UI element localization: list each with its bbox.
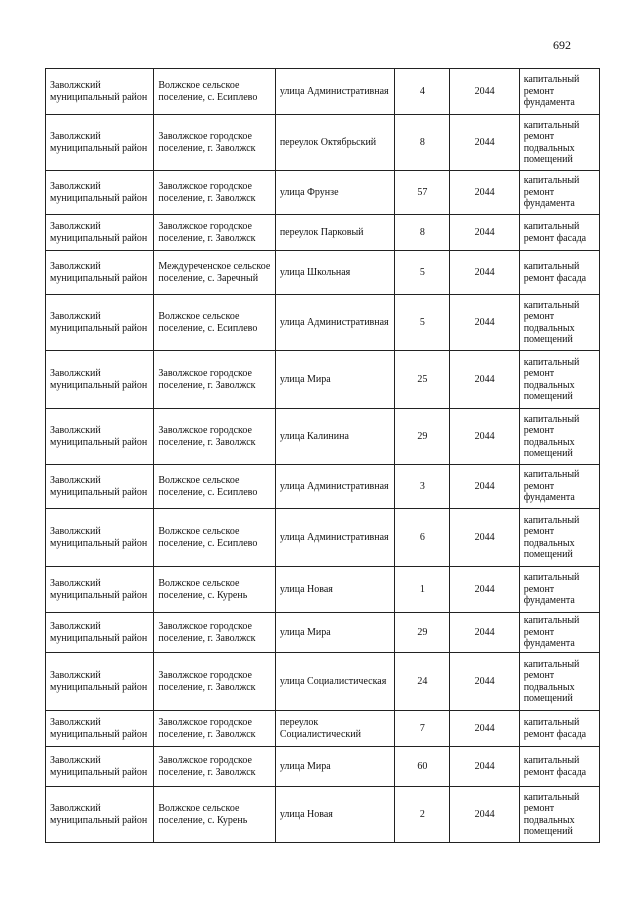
table-row — [46, 351, 600, 409]
settlement-cell: Заволжское городское поселение, г. Заволжск — [154, 409, 275, 465]
house-number-cell: 29 — [395, 409, 450, 465]
table-row — [46, 653, 600, 711]
registry-table-body — [46, 69, 600, 843]
work-type-cell: капитальный ремонт фундамента — [519, 567, 599, 613]
year-cell: 2044 — [450, 69, 519, 115]
work-type-cell: капитальный ремонт подвальных помещений — [519, 787, 599, 843]
street-cell: улица Административная — [275, 465, 394, 509]
table-row — [46, 465, 600, 509]
work-type-cell: капитальный ремонт фасада — [519, 747, 599, 787]
street-cell: улица Фрунзе — [275, 171, 394, 215]
settlement-cell: Заволжское городское поселение, г. Заволжск — [154, 215, 275, 251]
registry-table — [45, 68, 600, 843]
house-number-cell: 3 — [395, 465, 450, 509]
year-cell: 2044 — [450, 509, 519, 567]
year-cell: 2044 — [450, 115, 519, 171]
settlement-cell: Волжское сельское поселение, с. Есиплево — [154, 465, 275, 509]
settlement-cell: Заволжское городское поселение, г. Заволжск — [154, 711, 275, 747]
street-cell: переулок Социалистический — [275, 711, 394, 747]
settlement-cell: Заволжское городское поселение, г. Заволжск — [154, 653, 275, 711]
district-cell: Заволжский муниципальный район — [46, 787, 154, 843]
house-number-cell: 6 — [395, 509, 450, 567]
table-row — [46, 509, 600, 567]
work-type-cell: капитальный ремонт фасада — [519, 711, 599, 747]
house-number-cell: 25 — [395, 351, 450, 409]
street-cell: переулок Октябрьский — [275, 115, 394, 171]
house-number-cell: 57 — [395, 171, 450, 215]
table-row — [46, 251, 600, 295]
table-row — [46, 171, 600, 215]
street-cell: улица Мира — [275, 613, 394, 653]
year-cell: 2044 — [450, 747, 519, 787]
year-cell: 2044 — [450, 351, 519, 409]
district-cell: Заволжский муниципальный район — [46, 351, 154, 409]
street-cell: улица Административная — [275, 295, 394, 351]
table-row — [46, 295, 600, 351]
district-cell: Заволжский муниципальный район — [46, 251, 154, 295]
house-number-cell: 60 — [395, 747, 450, 787]
house-number-cell: 29 — [395, 613, 450, 653]
district-cell: Заволжский муниципальный район — [46, 215, 154, 251]
district-cell: Заволжский муниципальный район — [46, 465, 154, 509]
year-cell: 2044 — [450, 613, 519, 653]
table-row — [46, 567, 600, 613]
work-type-cell: капитальный ремонт подвальных помещений — [519, 115, 599, 171]
settlement-cell: Волжское сельское поселение, с. Есиплево — [154, 69, 275, 115]
work-type-cell: капитальный ремонт подвальных помещений — [519, 295, 599, 351]
settlement-cell: Заволжское городское поселение, г. Заволжск — [154, 115, 275, 171]
street-cell: переулок Парковый — [275, 215, 394, 251]
street-cell: улица Новая — [275, 567, 394, 613]
house-number-cell: 8 — [395, 115, 450, 171]
year-cell: 2044 — [450, 251, 519, 295]
street-cell: улица Административная — [275, 69, 394, 115]
settlement-cell: Междуреченское сельское поселение, с. Заречный — [154, 251, 275, 295]
table-row — [46, 69, 600, 115]
district-cell: Заволжский муниципальный район — [46, 653, 154, 711]
district-cell: Заволжский муниципальный район — [46, 567, 154, 613]
district-cell: Заволжский муниципальный район — [46, 295, 154, 351]
table-row — [46, 747, 600, 787]
house-number-cell: 7 — [395, 711, 450, 747]
work-type-cell: капитальный ремонт подвальных помещений — [519, 409, 599, 465]
table-row — [46, 409, 600, 465]
work-type-cell: капитальный ремонт фундамента — [519, 613, 599, 653]
street-cell: улица Социалистическая — [275, 653, 394, 711]
street-cell: улица Мира — [275, 747, 394, 787]
table-row — [46, 215, 600, 251]
settlement-cell: Волжское сельское поселение, с. Есиплево — [154, 295, 275, 351]
street-cell: улица Калинина — [275, 409, 394, 465]
house-number-cell: 24 — [395, 653, 450, 711]
district-cell: Заволжский муниципальный район — [46, 171, 154, 215]
house-number-cell: 5 — [395, 251, 450, 295]
district-cell: Заволжский муниципальный район — [46, 509, 154, 567]
street-cell: улица Мира — [275, 351, 394, 409]
district-cell: Заволжский муниципальный район — [46, 711, 154, 747]
district-cell: Заволжский муниципальный район — [46, 409, 154, 465]
table-row — [46, 115, 600, 171]
year-cell: 2044 — [450, 711, 519, 747]
work-type-cell: капитальный ремонт фасада — [519, 251, 599, 295]
work-type-cell: капитальный ремонт фасада — [519, 215, 599, 251]
year-cell: 2044 — [450, 409, 519, 465]
house-number-cell: 4 — [395, 69, 450, 115]
work-type-cell: капитальный ремонт фундамента — [519, 465, 599, 509]
district-cell: Заволжский муниципальный район — [46, 69, 154, 115]
settlement-cell: Заволжское городское поселение, г. Заволжск — [154, 613, 275, 653]
settlement-cell: Волжское сельское поселение, с. Есиплево — [154, 509, 275, 567]
page-number: 692 — [553, 38, 571, 52]
district-cell: Заволжский муниципальный район — [46, 747, 154, 787]
house-number-cell: 5 — [395, 295, 450, 351]
work-type-cell: капитальный ремонт фундамента — [519, 69, 599, 115]
house-number-cell: 2 — [395, 787, 450, 843]
year-cell: 2044 — [450, 787, 519, 843]
year-cell: 2044 — [450, 295, 519, 351]
street-cell: улица Административная — [275, 509, 394, 567]
settlement-cell: Заволжское городское поселение, г. Заволжск — [154, 171, 275, 215]
street-cell: улица Школьная — [275, 251, 394, 295]
table-row — [46, 711, 600, 747]
work-type-cell: капитальный ремонт фундамента — [519, 171, 599, 215]
year-cell: 2044 — [450, 171, 519, 215]
street-cell: улица Новая — [275, 787, 394, 843]
settlement-cell: Волжское сельское поселение, с. Курень — [154, 567, 275, 613]
district-cell: Заволжский муниципальный район — [46, 613, 154, 653]
settlement-cell: Заволжское городское поселение, г. Заволжск — [154, 351, 275, 409]
house-number-cell: 8 — [395, 215, 450, 251]
settlement-cell: Заволжское городское поселение, г. Заволжск — [154, 747, 275, 787]
house-number-cell: 1 — [395, 567, 450, 613]
settlement-cell: Волжское сельское поселение, с. Курень — [154, 787, 275, 843]
work-type-cell: капитальный ремонт подвальных помещений — [519, 653, 599, 711]
year-cell: 2044 — [450, 215, 519, 251]
year-cell: 2044 — [450, 567, 519, 613]
table-row — [46, 787, 600, 843]
work-type-cell: капитальный ремонт подвальных помещений — [519, 351, 599, 409]
year-cell: 2044 — [450, 653, 519, 711]
work-type-cell: капитальный ремонт подвальных помещений — [519, 509, 599, 567]
district-cell: Заволжский муниципальный район — [46, 115, 154, 171]
table-row — [46, 613, 600, 653]
year-cell: 2044 — [450, 465, 519, 509]
